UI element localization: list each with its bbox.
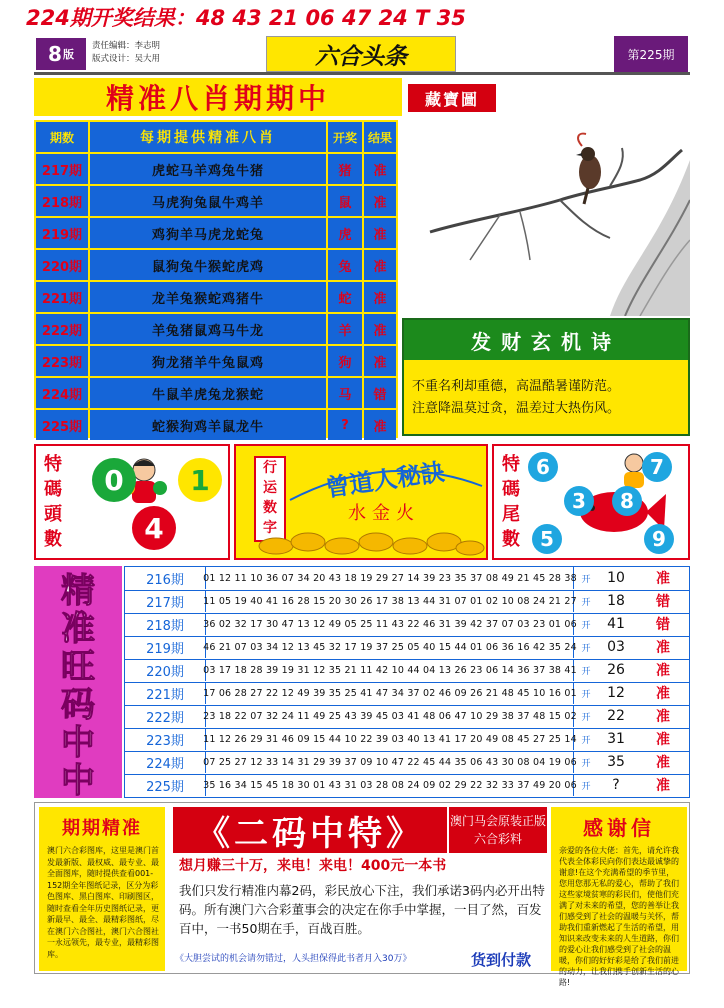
eight-zodiac-title: 精准八肖期期中 bbox=[34, 78, 402, 116]
poem-text bbox=[412, 376, 684, 424]
cash-on-delivery: 货到付款 bbox=[470, 950, 531, 969]
head-ball-1: 1 bbox=[178, 458, 222, 502]
row-open: 羊 bbox=[328, 314, 362, 344]
row-issue: 222期 bbox=[36, 314, 88, 344]
design-line: 版式设计：吴大用 bbox=[92, 54, 161, 64]
label-char: 字 bbox=[263, 520, 277, 536]
thank-you-text: 亲爱的各位大佬：首先，请允许我代表全体彩民向你们表达最诚挚的谢意!在这个充满希望的季节里，您用您那无私的爱心，帮助了我们这些家境贫寒的彩民们，使他们充满了对未来的希望，您的善举让我们感受到了社会的温暖与关怀，帮助我们重新燃起了生活的希望，用知识来改变未来的人生道路，你们的爱心让我们感受到了社会的温暖，你们的好好彩是给了我们前进的动力，让我们携手创新生活的心路! bbox=[559, 846, 679, 987]
table-row bbox=[34, 250, 398, 280]
bird-on-branch-painting bbox=[410, 120, 690, 316]
hot-code-side-title bbox=[34, 566, 122, 801]
row-result: 准 bbox=[364, 314, 396, 344]
table-row bbox=[34, 410, 398, 440]
row-result: 准 bbox=[656, 686, 670, 702]
header-zodiac: 每期提供精准八肖 bbox=[90, 122, 326, 152]
row-open-number: ? bbox=[612, 777, 620, 793]
row-numbers: 46 21 07 03 34 12 13 45 32 17 19 37 25 05 40 15 44 01 06 36 16 42 35 24 bbox=[207, 636, 574, 658]
row-issue: 217期 bbox=[36, 154, 88, 184]
row-open: 兔 bbox=[328, 250, 362, 280]
special-tail-box bbox=[492, 444, 690, 560]
row-issue: 220期 bbox=[36, 250, 88, 280]
row-zodiac: 蛇猴狗鸡羊鼠龙牛 bbox=[90, 410, 326, 440]
page-unit: 版 bbox=[62, 48, 74, 61]
row-issue: 216期 bbox=[125, 567, 206, 589]
label-char: 运 bbox=[263, 480, 277, 496]
every-issue-text: 澳门六合彩图库，这里是澳门首发最新版、最权威、最专业、最全面图库，随时提供查看001-152期全年图纸记录，区分为彩色图库、黑白图库、印刷图区，随时查看全年历史图纸记录，更新最早、最全、最精彩图纸，尽在澳门六合图社，澳门六合图社一永远领先，最专业，最精彩图库。 bbox=[47, 846, 159, 959]
header-open: 开奖 bbox=[328, 122, 362, 152]
table-row bbox=[34, 314, 398, 344]
row-zodiac: 牛鼠羊虎兔龙猴蛇 bbox=[90, 378, 326, 408]
label-char: 碼 bbox=[44, 479, 62, 500]
row-open-label: 开 bbox=[581, 620, 591, 631]
table-row bbox=[34, 282, 398, 312]
side-char: 旺 bbox=[61, 647, 95, 687]
poem-line-2: 注意降温莫过贪，温差过大热伤风。 bbox=[412, 401, 621, 416]
row-result: 准 bbox=[656, 640, 670, 656]
row-zodiac: 羊兔猪鼠鸡马牛龙 bbox=[90, 314, 326, 344]
table-row bbox=[125, 567, 689, 591]
row-result: 准 bbox=[364, 282, 396, 312]
row-result: 准 bbox=[364, 410, 396, 440]
header-divider bbox=[34, 72, 690, 75]
fortune-poem-box bbox=[402, 318, 690, 436]
row-zodiac: 狗龙猪羊牛兔鼠鸡 bbox=[90, 346, 326, 376]
row-zodiac: 龙羊兔猴蛇鸡猪牛 bbox=[90, 282, 326, 312]
row-zodiac: 马虎狗兔鼠牛鸡羊 bbox=[90, 186, 326, 216]
banner-text: 曾道人秘訣 bbox=[323, 457, 447, 503]
row-result: 准 bbox=[656, 755, 670, 771]
tail-ball-5: 5 bbox=[532, 524, 562, 554]
row-open-number: 12 bbox=[607, 685, 625, 701]
row-open-label: 开 bbox=[581, 735, 591, 746]
header-result: 结果 bbox=[364, 122, 396, 152]
row-numbers: 35 16 34 15 45 18 30 01 43 31 03 28 08 24 09 02 29 22 32 33 37 49 20 06 bbox=[207, 774, 574, 796]
table-row bbox=[125, 590, 689, 614]
row-numbers: 01 12 11 10 36 07 34 20 43 18 19 29 27 14 39 23 35 37 08 49 21 45 28 38 bbox=[207, 567, 574, 589]
row-numbers: 11 12 26 29 31 46 09 15 44 10 22 39 03 40 13 41 17 20 49 08 45 27 25 14 bbox=[207, 728, 574, 750]
tail-ball-7: 7 bbox=[642, 452, 672, 482]
row-open: 蛇 bbox=[328, 282, 362, 312]
row-open-number: 22 bbox=[607, 708, 625, 724]
table-row bbox=[34, 218, 398, 248]
header-title: 六合头条 bbox=[266, 36, 456, 72]
row-numbers: 11 05 19 40 41 16 28 15 20 30 26 17 38 13 44 31 07 01 02 10 08 24 21 27 bbox=[207, 590, 574, 612]
row-issue: 219期 bbox=[125, 636, 206, 658]
special-head-box bbox=[34, 444, 230, 560]
thank-you-title: 感谢信 bbox=[583, 815, 655, 840]
gold-ingots-icon bbox=[256, 526, 486, 558]
promo-footnote: 《大胆尝试的机会请勿错过，人头担保得此书者月入30万》 bbox=[175, 954, 412, 964]
head-ball-0: 0 bbox=[92, 458, 136, 502]
side-char: 精 bbox=[61, 571, 95, 611]
side-char: 中 bbox=[61, 723, 95, 763]
row-issue: 223期 bbox=[125, 728, 206, 750]
row-numbers: 36 02 32 17 30 47 13 12 49 05 25 11 43 22 46 31 39 42 37 07 03 23 01 06 bbox=[207, 613, 574, 635]
row-result: 错 bbox=[656, 617, 670, 633]
tail-ball-8: 8 bbox=[612, 486, 642, 516]
page-number: 8 bbox=[48, 42, 62, 66]
side-char: 准 bbox=[61, 609, 95, 649]
issue-badge: 第225期 bbox=[614, 36, 688, 72]
side-char: 中 bbox=[61, 761, 95, 801]
row-issue: 219期 bbox=[36, 218, 88, 248]
row-open-number: 31 bbox=[607, 731, 625, 747]
row-zodiac: 虎蛇马羊鸡兔牛猪 bbox=[90, 154, 326, 184]
row-open-number: 03 bbox=[607, 639, 625, 655]
row-open-number: 35 bbox=[607, 754, 625, 770]
editor-credits bbox=[92, 40, 212, 70]
label-char: 行 bbox=[263, 460, 277, 476]
row-result: 准 bbox=[364, 154, 396, 184]
row-issue: 225期 bbox=[125, 774, 206, 796]
label-char: 數 bbox=[502, 529, 520, 550]
row-numbers: 17 06 28 27 22 12 49 39 35 25 41 47 34 37 02 46 09 26 21 48 45 10 16 01 bbox=[207, 682, 574, 704]
hot-code-table bbox=[124, 566, 690, 798]
row-open-label: 开 bbox=[581, 712, 591, 723]
row-result: 准 bbox=[656, 663, 670, 679]
table-row bbox=[125, 728, 689, 752]
row-open-label: 开 bbox=[581, 643, 591, 654]
table-row bbox=[125, 751, 689, 775]
row-issue: 221期 bbox=[125, 682, 206, 704]
row-open: 狗 bbox=[328, 346, 362, 376]
promo-headline: 想月赚三十万，来电！来电！400元一本书 bbox=[179, 858, 447, 874]
table-row bbox=[125, 682, 689, 706]
row-open-label: 开 bbox=[581, 758, 591, 769]
treasure-map-tag: 藏寶圖 bbox=[408, 84, 496, 112]
table-row bbox=[34, 154, 398, 184]
tail-ball-9: 9 bbox=[644, 524, 674, 554]
promo-body: 我们只发行精准内幕2码，彩民放心下注，我们承诺3码内必开出特码。所有澳门六合彩董事会的决定在你手中掌握，一目了然，百发百中，一书50期在手，百战百胜。 bbox=[179, 883, 545, 936]
row-open: 鼠 bbox=[328, 186, 362, 216]
row-open-number: 41 bbox=[607, 616, 625, 632]
row-open: 虎 bbox=[328, 218, 362, 248]
label-char: 數 bbox=[44, 529, 62, 550]
row-result: 错 bbox=[656, 594, 670, 610]
label-char: 特 bbox=[44, 454, 62, 475]
row-open-number: 18 bbox=[607, 593, 625, 609]
row-issue: 218期 bbox=[36, 186, 88, 216]
row-open-label: 开 bbox=[581, 597, 591, 608]
row-result: 准 bbox=[364, 346, 396, 376]
poem-line-1: 不重名利却重德，高温酷暑谨防范。 bbox=[412, 379, 621, 394]
row-open-number: 26 bbox=[607, 662, 625, 678]
row-issue: 224期 bbox=[125, 751, 206, 773]
row-issue: 224期 bbox=[36, 378, 88, 408]
poem-title: 发财玄机诗 bbox=[404, 320, 688, 360]
special-head-label bbox=[42, 452, 64, 552]
side-char: 码 bbox=[61, 685, 95, 725]
row-result: 准 bbox=[656, 732, 670, 748]
table-row bbox=[125, 774, 689, 798]
lucky-elements: 水金火 bbox=[348, 503, 420, 524]
table-row bbox=[125, 705, 689, 729]
row-result: 准 bbox=[656, 778, 670, 794]
row-issue: 218期 bbox=[125, 613, 206, 635]
table-header-row bbox=[34, 122, 398, 152]
macau-original-label: 澳门马会原装正版六合彩料 bbox=[449, 807, 547, 853]
side-title-text bbox=[38, 571, 118, 801]
row-zodiac: 鸡狗羊马虎龙蛇兔 bbox=[90, 218, 326, 248]
row-result: 准 bbox=[364, 218, 396, 248]
label-char: 碼 bbox=[502, 479, 520, 500]
bottom-ad-section bbox=[34, 802, 690, 987]
tail-ball-3: 3 bbox=[564, 486, 594, 516]
row-result: 准 bbox=[656, 571, 670, 587]
label-char: 数 bbox=[263, 500, 277, 516]
row-issue: 217期 bbox=[125, 590, 206, 612]
table-row bbox=[125, 636, 689, 660]
row-open: 猪 bbox=[328, 154, 362, 184]
thank-you-letter bbox=[551, 807, 687, 987]
row-open: 马 bbox=[328, 378, 362, 408]
every-issue-box bbox=[39, 807, 165, 971]
row-issue: 225期 bbox=[36, 410, 88, 440]
row-issue: 220期 bbox=[125, 659, 206, 681]
row-open-number: 10 bbox=[607, 570, 625, 586]
row-issue: 221期 bbox=[36, 282, 88, 312]
row-numbers: 03 17 18 28 39 19 31 12 35 21 11 42 10 44 04 13 26 23 06 14 36 37 38 41 bbox=[207, 659, 574, 681]
label-char: 尾 bbox=[502, 504, 520, 525]
row-open-label: 开 bbox=[581, 689, 591, 700]
row-numbers: 07 25 27 12 33 14 31 29 39 37 09 10 47 22 45 44 35 06 43 30 08 04 19 06 bbox=[207, 751, 574, 773]
label-char: 特 bbox=[502, 454, 520, 475]
table-row bbox=[34, 346, 398, 376]
two-code-banner: 《二码中特》 bbox=[173, 807, 447, 853]
row-result: 准 bbox=[364, 250, 396, 280]
header-issue: 期数 bbox=[36, 122, 88, 152]
tail-ball-6: 6 bbox=[528, 452, 558, 482]
row-issue: 222期 bbox=[125, 705, 206, 727]
table-row bbox=[34, 186, 398, 216]
special-tail-label bbox=[500, 452, 522, 552]
row-numbers: 23 18 22 07 32 24 11 49 25 43 39 45 03 41 48 06 47 10 29 38 37 48 15 02 bbox=[207, 705, 574, 727]
table-row bbox=[125, 613, 689, 637]
table-row bbox=[125, 659, 689, 683]
row-result: 准 bbox=[656, 709, 670, 725]
row-open-label: 开 bbox=[581, 574, 591, 585]
table-row bbox=[34, 378, 398, 408]
top-result-banner: 224期开奖结果：48 43 21 06 47 24 T 35 bbox=[26, 6, 466, 30]
label-char: 頭 bbox=[44, 504, 62, 525]
row-result: 错 bbox=[364, 378, 396, 408]
row-open-label: 开 bbox=[581, 781, 591, 792]
head-ball-4: 4 bbox=[132, 506, 176, 550]
row-zodiac: 鼠狗兔牛猴蛇虎鸡 bbox=[90, 250, 326, 280]
lucky-number-box bbox=[234, 444, 488, 560]
row-open: ? bbox=[328, 410, 362, 440]
page-number-badge bbox=[36, 38, 86, 70]
row-issue: 223期 bbox=[36, 346, 88, 376]
eight-zodiac-table bbox=[34, 120, 398, 438]
editor-line: 责任编辑：李志明 bbox=[92, 41, 161, 51]
every-issue-title: 期期精准 bbox=[62, 818, 142, 839]
row-open-label: 开 bbox=[581, 666, 591, 677]
row-result: 准 bbox=[364, 186, 396, 216]
